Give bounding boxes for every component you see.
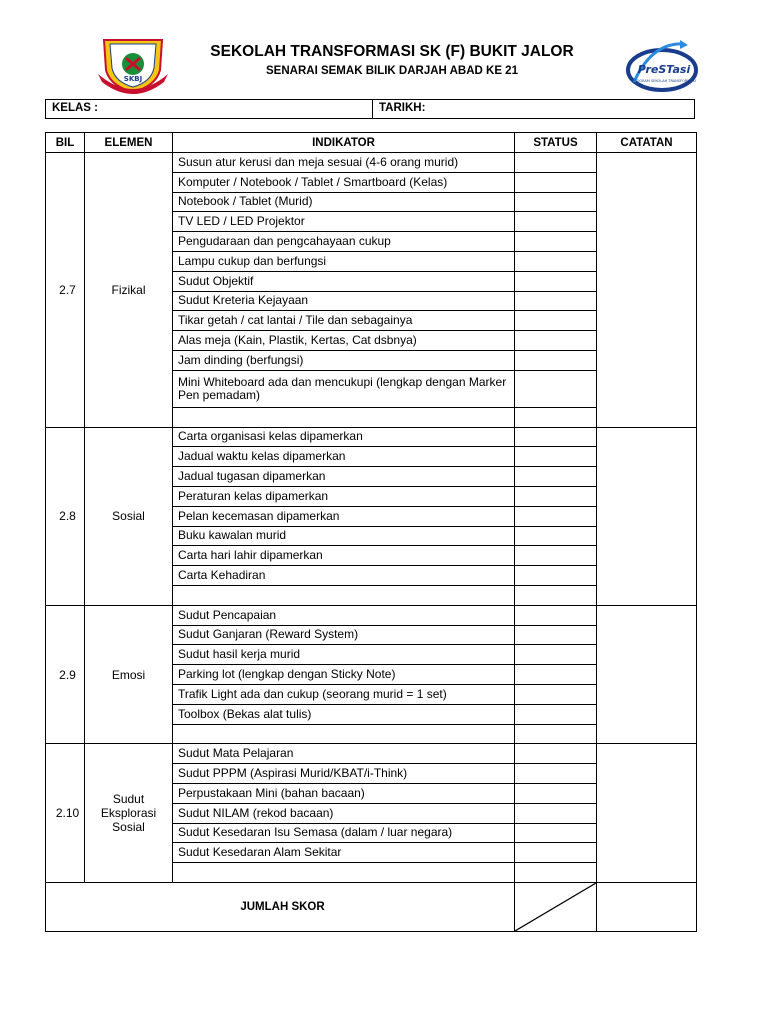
status-cell[interactable] bbox=[515, 153, 597, 173]
status-cell[interactable] bbox=[515, 605, 597, 625]
indicator-text bbox=[173, 585, 515, 605]
total-score-status-cell bbox=[515, 882, 597, 931]
section-element: Sosial bbox=[85, 427, 173, 605]
checklist-table bbox=[45, 132, 697, 932]
status-cell[interactable] bbox=[515, 271, 597, 291]
indicator-text: Pelan kecemasan dipamerkan bbox=[173, 506, 515, 526]
catatan-cell[interactable] bbox=[597, 153, 697, 428]
header-bil: BIL bbox=[46, 133, 85, 153]
indicator-text: Carta organisasi kelas dipamerkan bbox=[173, 427, 515, 447]
indicator-text: Jadual waktu kelas dipamerkan bbox=[173, 447, 515, 467]
kelas-label: KELAS : bbox=[52, 102, 98, 114]
indicator-text: Pengudaraan dan pengcahayaan cukup bbox=[173, 232, 515, 252]
status-cell[interactable] bbox=[515, 447, 597, 467]
indicator-text: Alas meja (Kain, Plastik, Kertas, Cat dsbnya) bbox=[173, 331, 515, 351]
table-row bbox=[46, 153, 697, 173]
table-row bbox=[46, 605, 697, 625]
indicator-text bbox=[173, 724, 515, 744]
indicator-text: Toolbox (Bekas alat tulis) bbox=[173, 704, 515, 724]
section-element: Emosi bbox=[85, 605, 173, 744]
catatan-cell[interactable] bbox=[597, 427, 697, 605]
status-cell[interactable] bbox=[515, 843, 597, 863]
header-catatan: CATATAN bbox=[597, 133, 697, 153]
indicator-text: Sudut Ganjaran (Reward System) bbox=[173, 625, 515, 645]
indicator-text: Susun atur kerusi dan meja sesuai (4-6 orang murid) bbox=[173, 153, 515, 173]
document-subtitle: SENARAI SEMAK BILIK DARJAH ABAD KE 21 bbox=[266, 65, 518, 77]
status-cell[interactable] bbox=[515, 665, 597, 685]
indicator-text: Notebook / Tablet (Murid) bbox=[173, 192, 515, 212]
tarikh-label: TARIKH: bbox=[379, 102, 426, 114]
indicator-text: Buku kawalan murid bbox=[173, 526, 515, 546]
section-element: Sudut Eksplorasi Sosial bbox=[85, 744, 173, 883]
indicator-text: Jadual tugasan dipamerkan bbox=[173, 467, 515, 487]
header-status: STATUS bbox=[515, 133, 597, 153]
section-element: Fizikal bbox=[85, 153, 173, 428]
indicator-text: Sudut Objektif bbox=[173, 271, 515, 291]
indicator-text: Jam dinding (berfungsi) bbox=[173, 350, 515, 370]
status-cell[interactable] bbox=[515, 566, 597, 586]
catatan-cell[interactable] bbox=[597, 744, 697, 883]
indicator-text: Sudut Kesedaran Alam Sekitar bbox=[173, 843, 515, 863]
status-cell[interactable] bbox=[515, 331, 597, 351]
status-cell[interactable] bbox=[515, 407, 597, 427]
svg-text:PROGRAM SEKOLAH TRANSFORMASI: PROGRAM SEKOLAH TRANSFORMASI bbox=[632, 79, 696, 83]
status-cell[interactable] bbox=[515, 783, 597, 803]
status-cell[interactable] bbox=[515, 744, 597, 764]
indicator-text: Sudut Pencapaian bbox=[173, 605, 515, 625]
status-cell[interactable] bbox=[515, 212, 597, 232]
status-cell[interactable] bbox=[515, 863, 597, 883]
indicator-text: Sudut Kreteria Kejayaan bbox=[173, 291, 515, 311]
status-cell[interactable] bbox=[515, 803, 597, 823]
status-cell[interactable] bbox=[515, 526, 597, 546]
indicator-text: Parking lot (lengkap dengan Sticky Note) bbox=[173, 665, 515, 685]
status-cell[interactable] bbox=[515, 350, 597, 370]
indicator-text: Sudut NILAM (rekod bacaan) bbox=[173, 803, 515, 823]
status-cell[interactable] bbox=[515, 546, 597, 566]
indicator-text: Perpustakaan Mini (bahan bacaan) bbox=[173, 783, 515, 803]
school-title: SEKOLAH TRANSFORMASI SK (F) BUKIT JALOR bbox=[210, 43, 574, 60]
header-indikator: INDIKATOR bbox=[173, 133, 515, 153]
status-cell[interactable] bbox=[515, 704, 597, 724]
indicator-text: Sudut hasil kerja murid bbox=[173, 645, 515, 665]
class-date-bar bbox=[45, 99, 695, 119]
status-cell[interactable] bbox=[515, 467, 597, 487]
total-score-catatan-cell[interactable] bbox=[597, 882, 697, 931]
indicator-text: Tikar getah / cat lantai / Tile dan sebagainya bbox=[173, 311, 515, 331]
section-number: 2.8 bbox=[46, 427, 85, 605]
status-cell[interactable] bbox=[515, 232, 597, 252]
status-cell[interactable] bbox=[515, 684, 597, 704]
indicator-text: Sudut PPPM (Aspirasi Murid/KBAT/i-Think) bbox=[173, 764, 515, 784]
indicator-text: Komputer / Notebook / Tablet / Smartboard (Kelas) bbox=[173, 172, 515, 192]
status-cell[interactable] bbox=[515, 506, 597, 526]
status-cell[interactable] bbox=[515, 486, 597, 506]
section-number: 2.10 bbox=[46, 744, 85, 883]
indicator-text: Carta Kehadiran bbox=[173, 566, 515, 586]
indicator-text: Trafik Light ada dan cukup (seorang murid = 1 set) bbox=[173, 684, 515, 704]
prestasi-logo bbox=[622, 38, 702, 96]
table-row bbox=[46, 427, 697, 447]
total-score-label: JUMLAH SKOR bbox=[46, 882, 515, 931]
catatan-cell[interactable] bbox=[597, 605, 697, 744]
table-row bbox=[46, 744, 697, 764]
indicator-text: Mini Whiteboard ada dan mencukupi (lengkap dengan Marker Pen pemadam) bbox=[173, 370, 515, 407]
indicator-text: Lampu cukup dan berfungsi bbox=[173, 251, 515, 271]
indicator-text: Peraturan kelas dipamerkan bbox=[173, 486, 515, 506]
status-cell[interactable] bbox=[515, 427, 597, 447]
section-number: 2.7 bbox=[46, 153, 85, 428]
indicator-text: Sudut Mata Pelajaran bbox=[173, 744, 515, 764]
svg-text:PreSTasi: PreSTasi bbox=[637, 63, 691, 76]
indicator-text bbox=[173, 407, 515, 427]
status-cell[interactable] bbox=[515, 172, 597, 192]
indicator-text: TV LED / LED Projektor bbox=[173, 212, 515, 232]
status-cell[interactable] bbox=[515, 251, 597, 271]
indicator-text bbox=[173, 863, 515, 883]
status-cell[interactable] bbox=[515, 311, 597, 331]
status-cell[interactable] bbox=[515, 192, 597, 212]
status-cell[interactable] bbox=[515, 291, 597, 311]
status-cell[interactable] bbox=[515, 370, 597, 407]
status-cell[interactable] bbox=[515, 625, 597, 645]
svg-text:SKBJ: SKBJ bbox=[123, 75, 143, 83]
status-cell[interactable] bbox=[515, 823, 597, 843]
header-elemen: ELEMEN bbox=[85, 133, 173, 153]
status-cell[interactable] bbox=[515, 724, 597, 744]
status-cell[interactable] bbox=[515, 764, 597, 784]
indicator-text: Carta hari lahir dipamerkan bbox=[173, 546, 515, 566]
section-number: 2.9 bbox=[46, 605, 85, 744]
status-cell[interactable] bbox=[515, 645, 597, 665]
status-cell[interactable] bbox=[515, 585, 597, 605]
indicator-text: Sudut Kesedaran Isu Semasa (dalam / luar negara) bbox=[173, 823, 515, 843]
